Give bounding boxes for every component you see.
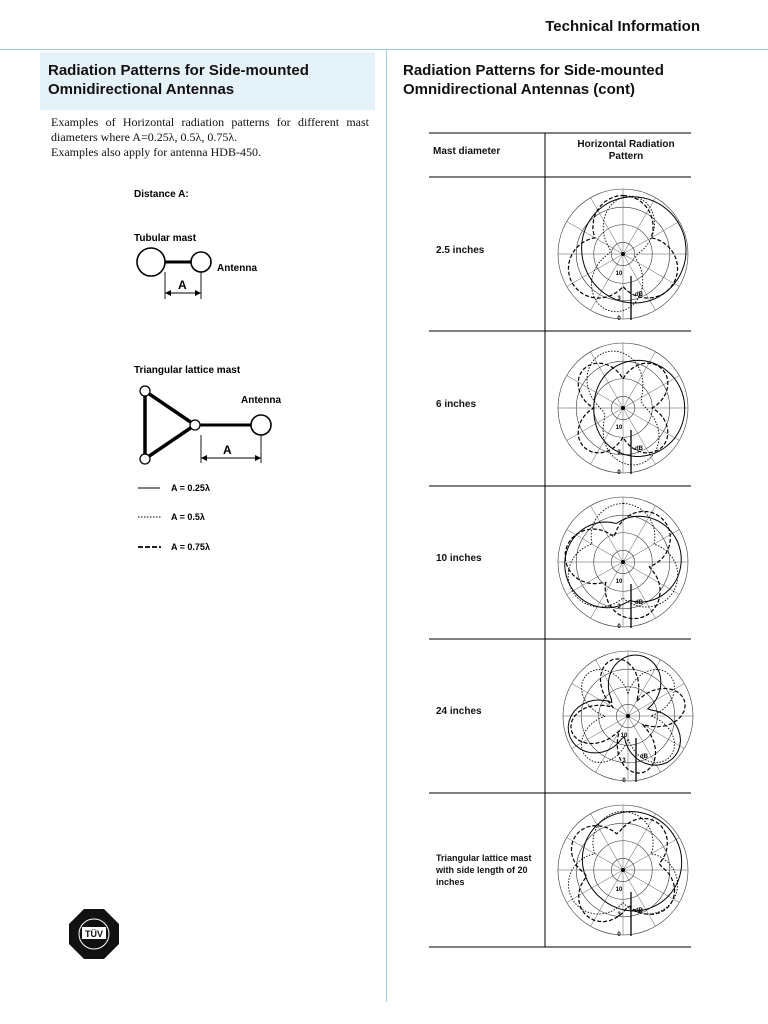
scale-label-three: 3 xyxy=(622,758,626,764)
scale-label-ten: 10 xyxy=(620,733,628,739)
scale-label-three: 3 xyxy=(617,450,621,456)
scale-label-db: dB xyxy=(635,908,643,914)
scale-label-db: dB xyxy=(635,292,643,298)
row-label-24-inches: 24 inches xyxy=(436,706,482,717)
scale-label-zero: 0 xyxy=(622,778,626,784)
scale-label-zero: 0 xyxy=(617,932,621,938)
scale-label-db: dB xyxy=(640,754,648,760)
scale-label-three: 3 xyxy=(617,296,621,302)
lattice-mast-label: Triangular lattice mast xyxy=(134,365,241,376)
scale-label-ten: 10 xyxy=(615,425,623,431)
polar-plot-row-4 xyxy=(563,651,693,784)
intro-line-2: Examples also apply for antenna HDB-450. xyxy=(51,145,261,159)
polar-plot-row-3 xyxy=(558,497,688,630)
legend-solid-label: A = 0.25λ xyxy=(171,483,210,493)
page-header-title: Technical Information xyxy=(545,18,700,35)
right-section-title: Radiation Patterns for Side-mounted Omnidirectional Antennas (cont) xyxy=(403,62,664,98)
scale-label-three: 3 xyxy=(617,604,621,610)
legend-dotted-label: A = 0.5λ xyxy=(171,512,205,522)
tubular-mast-label: Tubular mast xyxy=(134,233,197,244)
polar-plot-row-2 xyxy=(558,343,688,476)
distance-label: Distance A: xyxy=(134,189,189,200)
lattice-a-label: A xyxy=(223,443,232,457)
tubular-a-label: A xyxy=(178,278,187,292)
row-label-6-inches: 6 inches xyxy=(436,399,477,410)
row-label-10-inches: 10 inches xyxy=(436,553,482,564)
table-header-radiation-pattern: Horizontal Radiation Pattern xyxy=(577,139,675,162)
row-label-triangular-lattice: Triangular lattice mast with side length of 20 inches xyxy=(436,853,532,887)
tubular-antenna-label: Antenna xyxy=(217,263,257,274)
scale-label-db: dB xyxy=(635,446,643,452)
left-section-title: Radiation Patterns for Side-mounted Omnidirectional Antennas xyxy=(48,62,309,98)
row-label-2-5-inches: 2.5 inches xyxy=(436,245,485,256)
scale-label-zero: 0 xyxy=(617,470,621,476)
scale-label-three: 3 xyxy=(617,912,621,918)
polar-plot-row-5 xyxy=(558,805,688,938)
scale-label-ten: 10 xyxy=(615,887,623,893)
scale-label-ten: 10 xyxy=(615,579,623,585)
scale-label-ten: 10 xyxy=(615,271,623,277)
legend-dashed-label: A = 0.75λ xyxy=(171,542,210,552)
tuv-logo-text: TÜV xyxy=(85,929,103,939)
lattice-antenna-label: Antenna xyxy=(241,395,281,406)
table-header-mast-diameter: Mast diameter xyxy=(433,146,501,157)
intro-line-1: Examples of Horizontal radiation patterns for different mast diameters where A=0.25λ, 0.5λ, 0.75λ. xyxy=(51,115,369,144)
scale-label-zero: 0 xyxy=(617,316,621,322)
scale-label-zero: 0 xyxy=(617,624,621,630)
scale-label-db: dB xyxy=(635,600,643,606)
polar-plot-row-1 xyxy=(558,189,688,322)
